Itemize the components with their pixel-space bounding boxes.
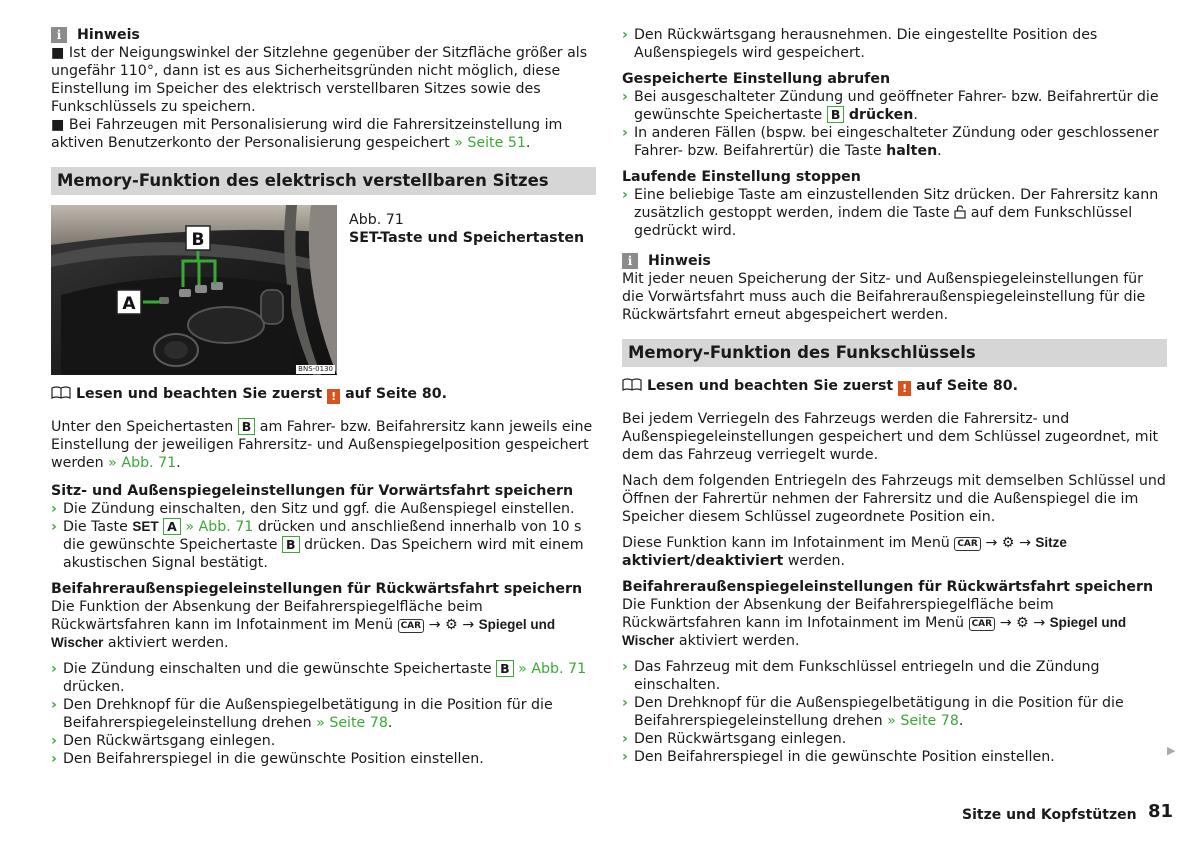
step-item: › Den Rückwärtsgang einlegen.	[622, 731, 847, 747]
label-a: A	[122, 294, 136, 314]
key-a: A	[163, 518, 181, 535]
note-paragraph: Mit jeder neuen Speicherung der Sitz- und Außenspiegeleinstellungen für die Vorwärtsfahrt muss auch die Beifahreraußenspiegeleinstellung für die Rückwärtsfahrt erneut abgespeichert werden.	[622, 271, 1146, 323]
step-item: › Das Fahrzeug mit dem Funkschlüssel entriegeln und die Zündung einschalten.	[622, 659, 1100, 693]
step-arrow-icon: ›	[51, 519, 57, 535]
step-arrow-icon: ›	[51, 751, 57, 767]
step-arrow-icon: ›	[622, 659, 628, 675]
figure-link[interactable]: » Abb. 71	[185, 519, 254, 535]
step-arrow-icon: ›	[622, 731, 628, 747]
section-heading: Memory-Funktion des Funkschlüssels	[622, 339, 1167, 367]
page-number: 81	[1148, 801, 1174, 822]
seat-controls-photo	[51, 205, 337, 375]
seat-photo-illustration	[51, 205, 337, 375]
step-arrow-icon: ›	[622, 125, 628, 141]
paragraph: Nach dem folgenden Entriegeln des Fahrzeugs mit demselben Schlüssel und Öffnen der Fahrertür nehmen der Fahrersitz und die Außenspiegel die im Speicher diesem Schlüssel zugeordnete Position ein.	[622, 473, 1166, 525]
right-column	[622, 26, 1167, 766]
read-first-note: Lesen und beachten Sie zuerst ! auf Seite 80.	[51, 385, 596, 404]
subheading: Beifahreraußenspiegeleinstellungen für Rückwärtsfahrt speichern	[51, 581, 583, 597]
settings-gear-icon: ⚙	[1016, 615, 1029, 631]
menu-item-label: Spiegel und Wischer	[51, 617, 556, 650]
step-arrow-icon: ›	[622, 27, 628, 43]
car-menu-icon: CAR	[398, 619, 425, 633]
car-menu-icon: CAR	[969, 617, 996, 631]
page-link[interactable]: » Seite 51	[454, 135, 526, 151]
step-item: › Eine beliebige Taste am einzustellenden Sitz drücken. Der Fahrersitz kann zusätzlich gestoppt werden, indem die Taste auf dem Funkschlüssel gedrückt wird.	[622, 187, 1159, 239]
book-icon	[622, 378, 642, 391]
figure-code: BNS-0130	[298, 365, 333, 373]
key-b: B	[238, 418, 256, 435]
unlock-icon	[954, 205, 966, 219]
step-arrow-icon: ›	[622, 89, 628, 105]
key-b: B	[827, 106, 845, 123]
intro-paragraph: Unter den Speichertasten B am Fahrer- bzw. Beifahrersitz kann jeweils eine Einstellung der jeweiligen Fahrersitz- und Außenspiegelposition gespeichert werden » Abb. 71.	[51, 419, 593, 471]
figure-link[interactable]: » Abb. 71	[518, 661, 587, 677]
book-icon	[51, 386, 71, 399]
info-icon: i	[51, 27, 67, 43]
paragraph: Bei jedem Verriegeln des Fahrzeugs werden die Fahrersitz- und Außenspiegeleinstellungen gespeichert und dem Schlüssel zugeordnet, mit dem das Fahrzeug verriegelt wurde.	[622, 411, 1159, 463]
step-item: › In anderen Fällen (bspw. bei eingeschalteter Zündung oder geschlossener Fahrer- bzw. Beifahrertür) die Taste halten.	[622, 125, 1159, 159]
continue-arrow-icon: ▶	[1167, 744, 1176, 757]
page-link[interactable]: » Seite 78	[316, 715, 388, 731]
step-arrow-icon: ›	[51, 501, 57, 517]
figure-caption: Abb. 71 SET-Taste und Speichertasten	[349, 212, 585, 246]
step-arrow-icon: ›	[51, 661, 57, 677]
subheading: Laufende Einstellung stoppen	[622, 169, 861, 185]
left-column	[51, 26, 596, 768]
subheading: Sitz- und Außenspiegeleinstellungen für Vorwärtsfahrt speichern	[51, 483, 574, 499]
step-item: › Den Beifahrerspiegel in die gewünschte Position einstellen.	[51, 751, 484, 767]
page-link[interactable]: » Seite 78	[887, 713, 959, 729]
info-icon: i	[622, 253, 638, 269]
menu-item-label: Sitze	[1035, 535, 1067, 550]
step-item: › Die Taste SET A » Abb. 71 drücken und anschließend innerhalb von 10 s die gewünschte Speichertaste B drücken. Das Speichern wird mit einem akustischen Signal bestätigt.	[51, 519, 584, 571]
step-item: › Den Drehknopf für die Außenspiegelbetätigung in die Position für die Beifahrerspiegeleinstellung drehen » Seite 78.	[51, 697, 553, 731]
key-b: B	[496, 660, 514, 677]
step-arrow-icon: ›	[622, 749, 628, 765]
warning-icon: !	[898, 381, 911, 396]
subheading: Gespeicherte Einstellung abrufen	[622, 71, 891, 87]
step-arrow-icon: ›	[51, 733, 57, 749]
step-item: › Den Drehknopf für die Außenspiegelbetätigung in die Position für die Beifahrerspiegeleinstellung drehen » Seite 78.	[622, 695, 1124, 729]
figure	[51, 205, 596, 375]
paragraph: Die Funktion der Absenkung der Beifahrerspiegelfläche beim Rückwärtsfahren kann im Infotainment im Menü CAR → ⚙ → Spiegel und Wischer aktiviert werden.	[51, 599, 556, 651]
settings-gear-icon: ⚙	[445, 617, 458, 633]
label-b: B	[191, 230, 205, 250]
set-key-label: SET	[132, 519, 159, 534]
car-menu-icon: CAR	[954, 537, 981, 551]
step-item: › Die Zündung einschalten und die gewünschte Speichertaste B » Abb. 71 drücken.	[51, 661, 587, 695]
step-item: › Den Rückwärtsgang herausnehmen. Die eingestellte Position des Außenspiegels wird gespeichert.	[622, 27, 1098, 61]
settings-gear-icon: ⚙	[1001, 535, 1015, 551]
figure-link[interactable]: » Abb. 71	[108, 455, 177, 471]
step-arrow-icon: ›	[51, 697, 57, 713]
chapter-title: Sitze und Kopfstützen	[962, 807, 1137, 823]
note-paragraph: ■ Bei Fahrzeugen mit Personalisierung wird die Fahrersitzeinstellung im aktiven Benutzerkonto der Personalisierung gespeichert » Seite 51.	[51, 117, 563, 151]
section-heading: Memory-Funktion des elektrisch verstellbaren Sitzes	[51, 167, 596, 195]
key-b: B	[282, 536, 300, 553]
step-arrow-icon: ›	[622, 695, 628, 711]
step-arrow-icon: ›	[622, 187, 628, 203]
subheading: Beifahreraußenspiegeleinstellungen für Rückwärtsfahrt speichern	[622, 579, 1154, 595]
step-item: › Die Zündung einschalten, den Sitz und ggf. die Außenspiegel einstellen.	[51, 501, 575, 517]
warning-icon: !	[327, 389, 340, 404]
step-item: › Den Rückwärtsgang einlegen.	[51, 733, 276, 749]
note-heading: i Hinweis	[622, 252, 1167, 270]
note-paragraph: ■ Ist der Neigungswinkel der Sitzlehne gegenüber der Sitzfläche größer als ungefähr 110°, dann ist es aus Sicherheitsgründen nicht möglich, diese Einstellung im Speicher des elektrisch verstellbaren Sitzes sowie des Funkschlüssels zu speichern.	[51, 45, 588, 115]
read-first-note: Lesen und beachten Sie zuerst ! auf Seite 80.	[622, 377, 1167, 396]
paragraph: Die Funktion der Absenkung der Beifahrerspiegelfläche beim Rückwärtsfahren kann im Infotainment im Menü CAR → ⚙ → Spiegel und Wischer aktiviert werden.	[622, 597, 1127, 649]
step-item: › Bei ausgeschalteter Zündung und geöffneter Fahrer- bzw. Beifahrertür die gewünschte Speichertaste B drücken.	[622, 89, 1159, 123]
paragraph: Diese Funktion kann im Infotainment im Menü CAR → ⚙ → Sitze aktiviert/deaktiviert werden.	[622, 535, 1067, 569]
step-item: › Den Beifahrerspiegel in die gewünschte Position einstellen.	[622, 749, 1055, 765]
menu-item-label: Spiegel und Wischer	[622, 615, 1127, 648]
note-heading: i Hinweis	[51, 26, 596, 44]
